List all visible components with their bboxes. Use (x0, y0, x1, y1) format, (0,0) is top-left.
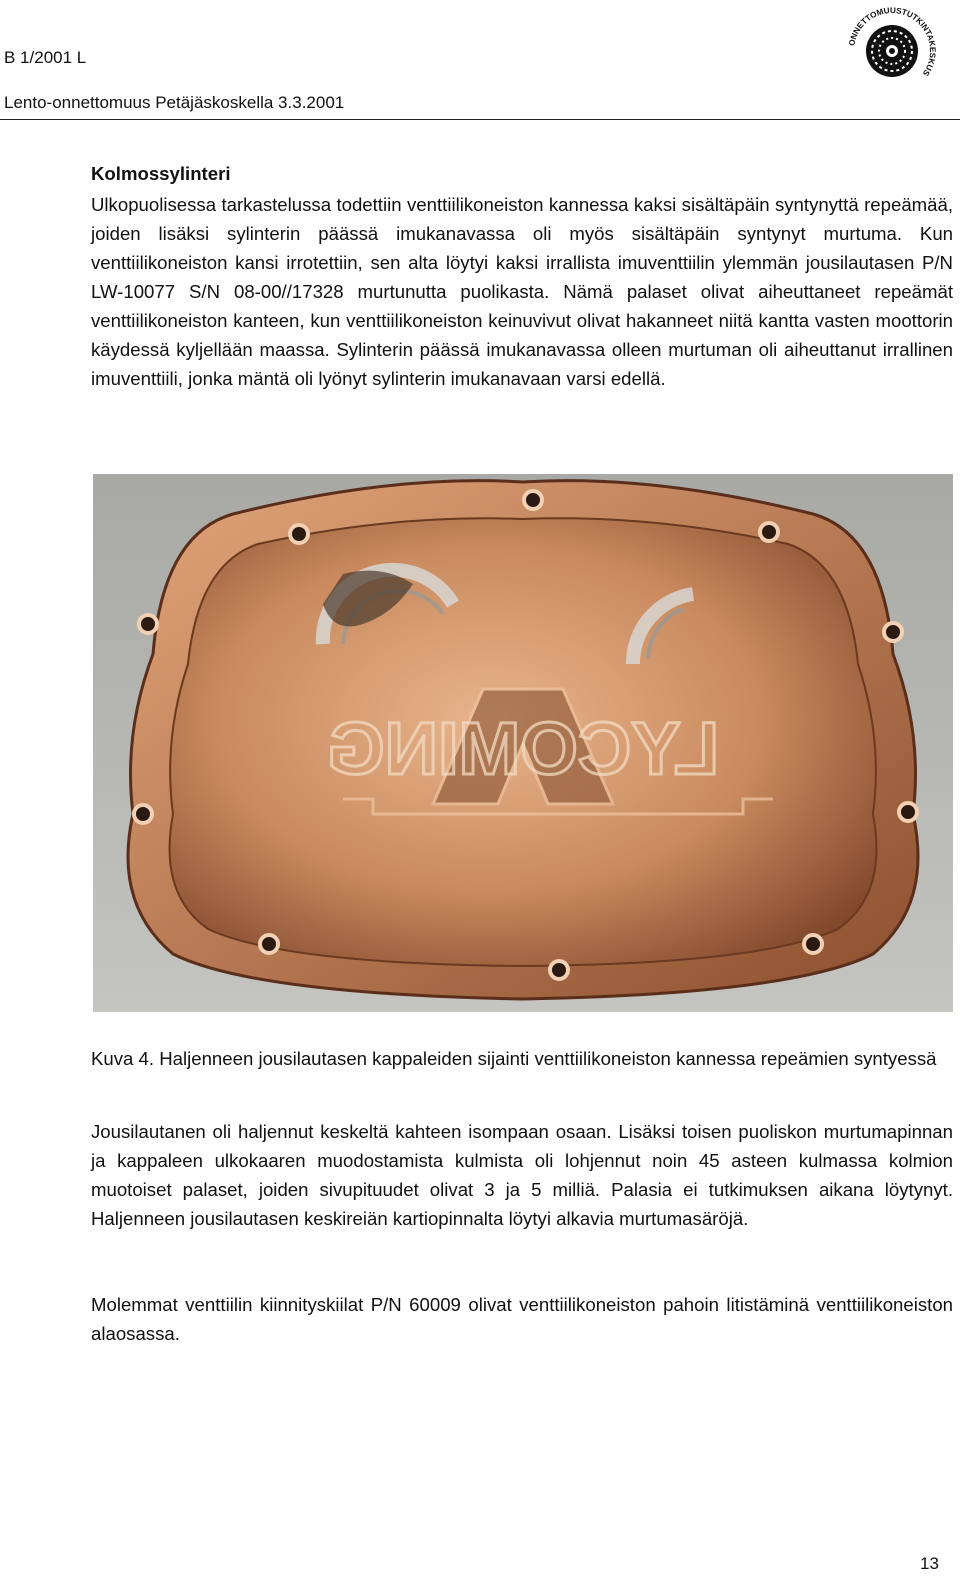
figure-caption: Kuva 4. Haljenneen jousilautasen kappaleiden sijainti venttiilikoneiston kannessa repeämien syntyessä (91, 1048, 937, 1069)
page-number: 13 (920, 1554, 939, 1573)
valve-cover-photo (93, 474, 953, 1012)
body-paragraph: Jousilautanen oli haljennut keskeltä kahteen isompaan osaan. Lisäksi toisen puoliskon murtumapinnan ja kappaleen ulkokaaren muodostamista kulmista oli lohjennut noin 45 asteen kulmassa kolmion muotoiset palaset, joiden sivupituudet olivat 3 ja 5 milliä. Palasia ei tutkimuksen aikana löytynyt. Haljenneen jousilautasen keskireiän kartiopinnalta löytyi alkavia murtumasäröjä. (91, 1121, 953, 1229)
report-title: Lento-onnettomuus Petäjäskoskella 3.3.2001 (4, 93, 345, 112)
report-reference: B 1/2001 L (4, 48, 87, 67)
agency-logo (843, 2, 941, 100)
svg-text:ONNETTOMUUSTUTKINTAKESKUS: ONNETTOMUUSTUTKINTAKESKUS (847, 5, 938, 78)
svg-text:LYCOMING: LYCOMING (327, 707, 719, 790)
section-paragraph: Ulkopuolisessa tarkastelussa todettiin venttiilikoneiston kannessa kaksi sisältäpäin syntynyttä repeämää, joiden lisäksi sylinterin päässä imukanavassa oli myös sisältäpäin syntynyt murtuma. Kun venttiilikoneiston kansi irrotettiin, sen alta löytyi kaksi irrallista imuventtiilin ylemmän jousilautasen P/N LW-10077 S/N 08-00//17328 murtunutta puolikasta. Nämä palaset olivat aiheuttaneet repeämät venttiilikoneiston kanteen, kun venttiilikoneiston keinuvivut olivat hakanneet niitä kantta vasten moottorin käydessä kyljellään maassa. Sylinterin päässä imukanavassa olleen murtuman oli aiheuttanut irrallinen imuventtiili, jonka mäntä oli lyönyt sylinterin imukanavaan varsi edellä. (91, 194, 953, 389)
body-paragraph: Molemmat venttiilin kiinnityskiilat P/N 60009 olivat venttiilikoneiston pahoin litistäminä venttiilikoneiston alaosassa. (91, 1294, 953, 1344)
section-heading: Kolmossylinteri (91, 163, 231, 184)
header-divider (0, 119, 960, 120)
